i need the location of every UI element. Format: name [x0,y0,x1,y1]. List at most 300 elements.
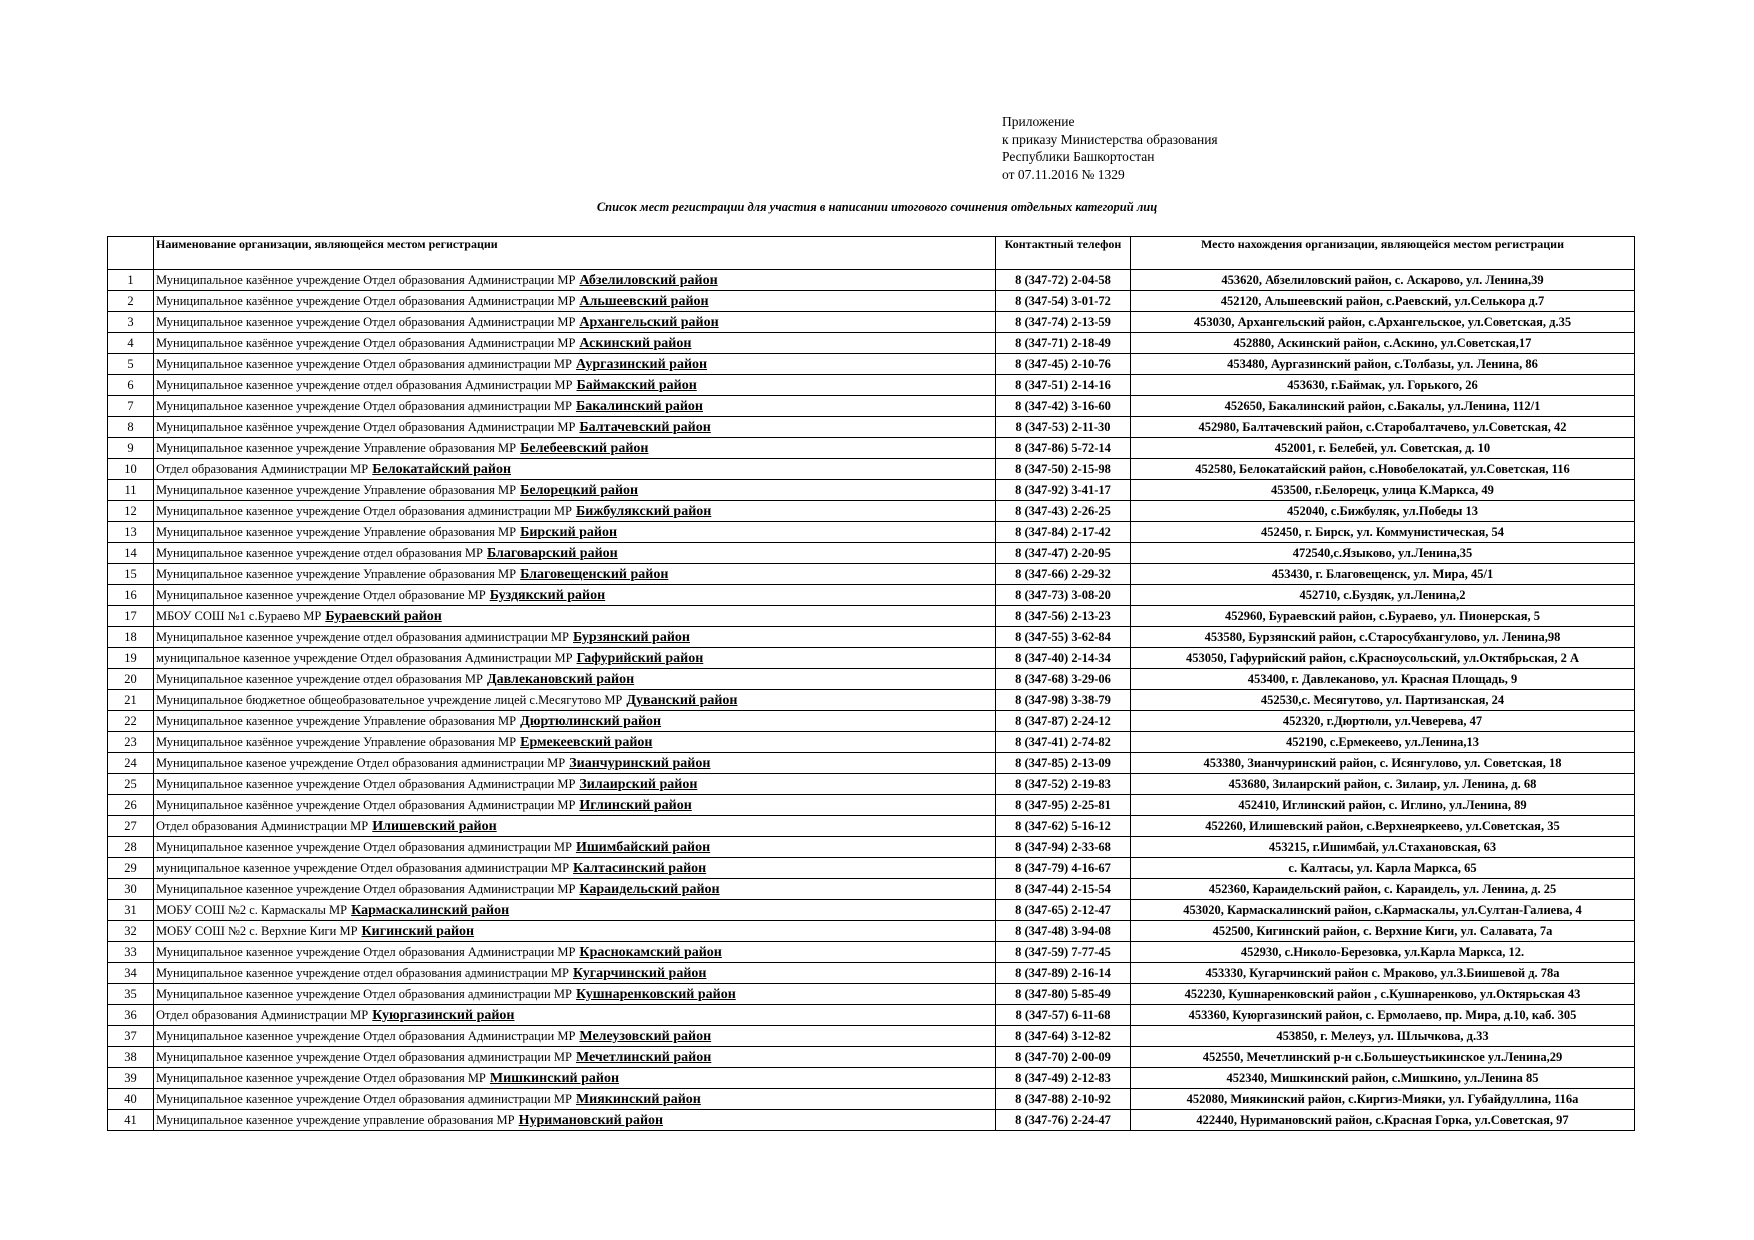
organization-name: Муниципальное казенное учреждение Отдел образования администрации МР [156,503,572,518]
table-row [108,816,1635,837]
phone-cell: 8 (347-80) 5-85-49 [996,984,1131,1005]
phone-cell: 8 (347-95) 2-25-81 [996,795,1131,816]
table-row [108,753,1635,774]
district-name: Баймакский район [576,377,697,393]
district-name: Архангельский район [579,314,719,330]
row-number: 29 [108,858,154,879]
address-cell: 452650, Бакалинский район, с.Бакалы, ул.Ленина, 112/1 [1131,396,1635,417]
table-row [108,564,1635,585]
phone-cell: 8 (347-87) 2-24-12 [996,711,1131,732]
organization-cell [154,543,996,564]
organization-cell [154,963,996,984]
row-number: 14 [108,543,154,564]
district-name: Кигинский район [361,923,475,939]
organization-name: Муниципальное казенное учреждение Отдел образования Администрации МР [156,314,576,329]
address-cell: 452930, с.Николо-Березовка, ул.Карла Маркса, 12. [1131,942,1635,963]
phone-cell: 8 (347-62) 5-16-12 [996,816,1131,837]
organization-name: Отдел образования Администрации МР [156,461,369,476]
column-header-address: Место нахождения организации, являющейся местом регистрации [1131,237,1635,270]
district-name: Калтасинский район [573,860,707,876]
organization-name: Муниципальное казенное учреждение Отдел образования администрации МР [156,986,572,1001]
address-cell: 422440, Нуримановский район, с.Красная Горка, ул.Советская, 97 [1131,1110,1635,1131]
address-cell: 452530,с. Месягутово, ул. Партизанская, 24 [1131,690,1635,711]
organization-cell [154,669,996,690]
phone-cell: 8 (347-47) 2-20-95 [996,543,1131,564]
address-cell: 453050, Гафурийский район, с.Красноусольский, ул.Октябрьская, 2 А [1131,648,1635,669]
phone-cell: 8 (347-48) 3-94-08 [996,921,1131,942]
organization-name: Муниципальное казенное учреждение Управление образования МР [156,566,517,581]
phone-cell: 8 (347-57) 6-11-68 [996,1005,1131,1026]
organization-cell [154,711,996,732]
address-cell: 452500, Кигинский район, с. Верхние Киги, ул. Салавата, 7а [1131,921,1635,942]
address-cell: 452340, Мишкинский район, с.Мишкино, ул.Ленина 85 [1131,1068,1635,1089]
organization-name: Муниципальное казеное учреждение Отдел образования администрации МР [156,755,566,770]
organization-cell [154,585,996,606]
row-number: 32 [108,921,154,942]
organization-cell [154,522,996,543]
address-cell: 452580, Белокатайский район, с.Новобелокатай, ул.Советская, 116 [1131,459,1635,480]
organization-name: Муниципальное казенное учреждение отдел образования Администрации МР [156,377,573,392]
organization-cell [154,270,996,291]
row-number: 38 [108,1047,154,1068]
organization-name: Муниципальное казенное учреждение отдел образования МР [156,545,483,560]
phone-cell: 8 (347-40) 2-14-34 [996,648,1131,669]
district-name: Давлекановский район [486,671,635,687]
phone-cell: 8 (347-85) 2-13-09 [996,753,1131,774]
organization-cell [154,1026,996,1047]
phone-cell: 8 (347-50) 2-15-98 [996,459,1131,480]
phone-cell: 8 (347-94) 2-33-68 [996,837,1131,858]
district-name: Белебеевский район [520,440,649,456]
address-cell: 453480, Аургазинский район, с.Толбазы, ул. Ленина, 86 [1131,354,1635,375]
table-row [108,690,1635,711]
district-name: Бирский район [520,524,618,540]
row-number: 40 [108,1089,154,1110]
row-number: 2 [108,291,154,312]
address-cell: 472540,с.Языково, ул.Ленина,35 [1131,543,1635,564]
organization-name: МБОУ СОШ №1 с.Бураево МР [156,608,322,623]
phone-cell: 8 (347-56) 2-13-23 [996,606,1131,627]
row-number: 13 [108,522,154,543]
row-number: 39 [108,1068,154,1089]
organization-name: МОБУ СОШ №2 с. Кармаскалы МР [156,902,348,917]
organization-cell [154,333,996,354]
table-row [108,1089,1635,1110]
table-row [108,774,1635,795]
address-cell: 452230, Кушнаренковский район , с.Кушнаренково, ул.Октярьская 43 [1131,984,1635,1005]
address-cell: 453330, Кугарчинский район с. Мраково, ул.З.Биишевой д. 78а [1131,963,1635,984]
row-number: 11 [108,480,154,501]
organization-cell [154,1089,996,1110]
phone-cell: 8 (347-42) 3-16-60 [996,396,1131,417]
district-name: Мечетлинский район [575,1049,712,1065]
organization-name: Отдел образования Администрации МР [156,818,369,833]
organization-cell [154,1068,996,1089]
organization-cell [154,396,996,417]
district-name: Илишевский район [372,818,497,834]
district-name: Благоварский район [486,545,618,561]
row-number: 34 [108,963,154,984]
district-name: Дуванский район [626,692,738,708]
address-cell: 452710, с.Буздяк, ул.Ленина,2 [1131,585,1635,606]
organization-cell [154,837,996,858]
organization-name: Муниципальное казённое учреждение Отдел образования Администрации МР [156,797,576,812]
organization-cell [154,1047,996,1068]
row-number: 30 [108,879,154,900]
organization-cell [154,291,996,312]
row-number: 12 [108,501,154,522]
organization-name: Муниципальное казенное учреждение Отдел образования администрации МР [156,1091,572,1106]
district-name: Кугарчинский район [573,965,707,981]
address-cell: 453620, Абзелиловский район, с. Аскарово, ул. Ленина,39 [1131,270,1635,291]
table-body [108,270,1635,1131]
phone-cell: 8 (347-79) 4-16-67 [996,858,1131,879]
organization-name: Муниципальное казенное учреждение Отдел образования Администрации МР [156,881,576,896]
phone-cell: 8 (347-43) 2-26-25 [996,501,1131,522]
address-cell: с. Калтасы, ул. Карла Маркса, 65 [1131,858,1635,879]
table-row [108,501,1635,522]
organization-cell [154,816,996,837]
address-cell: 452960, Бураевский район, с.Бураево, ул. Пионерская, 5 [1131,606,1635,627]
order-line: к приказу Министерства образования [1002,131,1218,147]
table-row [108,354,1635,375]
address-cell: 452260, Илишевский район, с.Верхнеяркеево, ул.Советская, 35 [1131,816,1635,837]
row-number: 8 [108,417,154,438]
row-number: 5 [108,354,154,375]
phone-cell: 8 (347-70) 2-00-09 [996,1047,1131,1068]
district-name: Буздякский район [489,587,606,603]
address-cell: 452360, Караидельский район, с. Караидель, ул. Ленина, д. 25 [1131,879,1635,900]
address-cell: 452550, Мечетлинский р-н с.Большеустьикинское ул.Ленина,29 [1131,1047,1635,1068]
organization-name: Муниципальное казенное учреждение Управление образования МР [156,440,517,455]
phone-cell: 8 (347-54) 3-01-72 [996,291,1131,312]
organization-name: Муниципальное казенное учреждение Отдел образования Администрации МР [156,944,576,959]
appendix-header [1002,113,1218,183]
district-name: Бижбулякский район [575,503,712,519]
address-cell: 453850, г. Мелеуз, ул. Шлычкова, д.33 [1131,1026,1635,1047]
district-name: Зилаирский район [579,776,698,792]
organization-name: Муниципальное казенное учреждение управление образования МР [156,1112,515,1127]
table-row [108,1068,1635,1089]
table-row [108,480,1635,501]
column-header-phone: Контактный телефон [996,237,1131,270]
row-number: 10 [108,459,154,480]
organization-name: Муниципальное бюджетное общеобразовательное учреждение лицей с.Месягутово МР [156,692,623,707]
table-row [108,1005,1635,1026]
address-cell: 453215, г.Ишимбай, ул.Стахановская, 63 [1131,837,1635,858]
table-header-row [108,237,1635,270]
organization-cell [154,921,996,942]
row-number: 31 [108,900,154,921]
address-cell: 453020, Кармаскалинский район, с.Кармаскалы, ул.Султан-Галиева, 4 [1131,900,1635,921]
address-cell: 453680, Зилаирский район, с. Зилаир, ул. Ленина, д. 68 [1131,774,1635,795]
district-name: Абзелиловский район [579,272,718,288]
column-header-number [108,237,154,270]
phone-cell: 8 (347-74) 2-13-59 [996,312,1131,333]
district-name: Белокатайский район [372,461,512,477]
phone-cell: 8 (347-71) 2-18-49 [996,333,1131,354]
phone-cell: 8 (347-68) 3-29-06 [996,669,1131,690]
address-cell: 452190, с.Ермекеево, ул.Ленина,13 [1131,732,1635,753]
row-number: 26 [108,795,154,816]
row-number: 1 [108,270,154,291]
organization-cell [154,480,996,501]
table-row [108,732,1635,753]
table-row [108,648,1635,669]
table-row [108,291,1635,312]
address-cell: 452001, г. Белебей, ул. Советская, д. 10 [1131,438,1635,459]
phone-cell: 8 (347-64) 3-12-82 [996,1026,1131,1047]
district-name: Альшеевский район [579,293,709,309]
district-name: Аскинский район [579,335,692,351]
row-number: 23 [108,732,154,753]
row-number: 3 [108,312,154,333]
address-cell: 453400, г. Давлеканово, ул. Красная Площадь, 9 [1131,669,1635,690]
district-name: Белорецкий район [520,482,639,498]
row-number: 21 [108,690,154,711]
district-name: Краснокамский район [579,944,722,960]
organization-cell [154,879,996,900]
table-row [108,837,1635,858]
table-row [108,942,1635,963]
address-cell: 453580, Бурзянский район, с.Старосубхангулово, ул. Ленина,98 [1131,627,1635,648]
row-number: 36 [108,1005,154,1026]
table-row [108,459,1635,480]
organization-name: Муниципальное казенное учреждение Отдел образования администрации МР [156,356,572,371]
phone-cell: 8 (347-98) 3-38-79 [996,690,1131,711]
organization-cell [154,942,996,963]
district-name: Мелеузовский район [579,1028,712,1044]
phone-cell: 8 (347-55) 3-62-84 [996,627,1131,648]
phone-cell: 8 (347-73) 3-08-20 [996,585,1131,606]
row-number: 25 [108,774,154,795]
table-row [108,627,1635,648]
order-date-line: от 07.11.2016 № 1329 [1002,166,1125,182]
organization-name: Муниципальное казённое учреждение Отдел образования Администрации МР [156,419,576,434]
table-row [108,858,1635,879]
organization-name: Муниципальное казённое учреждение Отдел образования Администрации МР [156,293,576,308]
district-name: Кармаскалинский район [351,902,510,918]
district-name: Мишкинский район [489,1070,620,1086]
table-row [108,1047,1635,1068]
phone-cell: 8 (347-84) 2-17-42 [996,522,1131,543]
district-name: Иглинский район [579,797,692,813]
phone-cell: 8 (347-45) 2-10-76 [996,354,1131,375]
organization-cell [154,459,996,480]
address-cell: 453630, г.Баймак, ул. Горького, 26 [1131,375,1635,396]
district-name: Бурзянский район [573,629,690,645]
district-name: Нуримановский район [518,1112,664,1128]
row-number: 37 [108,1026,154,1047]
row-number: 41 [108,1110,154,1131]
table-row [108,963,1635,984]
table-row [108,522,1635,543]
organization-name: Муниципальное казенное учреждение Управление образования МР [156,524,517,539]
organization-name: Муниципальное казенное учреждение отдел образования МР [156,671,483,686]
row-number: 4 [108,333,154,354]
organization-cell [154,732,996,753]
organization-cell [154,984,996,1005]
phone-cell: 8 (347-76) 2-24-47 [996,1110,1131,1131]
row-number: 24 [108,753,154,774]
district-name: Балтачевский район [579,419,711,435]
district-name: Зианчуринский район [569,755,711,771]
table-row [108,1110,1635,1131]
table-row [108,1026,1635,1047]
organization-name: Муниципальное казенное учреждение Отдел образования Администрации МР [156,1028,576,1043]
organization-cell [154,354,996,375]
phone-cell: 8 (347-49) 2-12-83 [996,1068,1131,1089]
address-cell: 453360, Куюргазинский район, с. Ермолаево, пр. Мира, д.10, каб. 305 [1131,1005,1635,1026]
organization-name: Муниципальное казенное учреждение отдел образования администрации МР [156,965,569,980]
table-row [108,543,1635,564]
document-title: Список мест регистрации для участия в написании итогового сочинения отдельных категорий лиц [596,200,1158,214]
phone-cell: 8 (347-65) 2-12-47 [996,900,1131,921]
address-cell: 453430, г. Благовещенск, ул. Мира, 45/1 [1131,564,1635,585]
table-row [108,417,1635,438]
phone-cell: 8 (347-86) 5-72-14 [996,438,1131,459]
organization-cell [154,774,996,795]
address-cell: 453500, г.Белорецк, улица К.Маркса, 49 [1131,480,1635,501]
table-row [108,438,1635,459]
phone-cell: 8 (347-53) 2-11-30 [996,417,1131,438]
organization-name: Муниципальное казенное учреждение Отдел образования администрации МР [156,398,572,413]
organization-cell [154,858,996,879]
registration-table [107,236,1635,1131]
district-name: Ишимбайский район [575,839,711,855]
organization-cell [154,438,996,459]
organization-cell [154,375,996,396]
row-number: 9 [108,438,154,459]
row-number: 7 [108,396,154,417]
organization-name: Муниципальное казенное учреждение Управление образования МР [156,713,517,728]
organization-name: Муниципальное казенное учреждение отдел образования администрации МР [156,629,569,644]
table-row [108,375,1635,396]
organization-name: Муниципальное казённое учреждение Управление образования МР [156,734,517,749]
district-name: Куюргазинский район [372,1007,515,1023]
district-name: Гафурийский район [576,650,704,666]
row-number: 28 [108,837,154,858]
phone-cell: 8 (347-72) 2-04-58 [996,270,1131,291]
organization-cell [154,564,996,585]
address-cell: 452120, Альшеевский район, с.Раевский, ул.Селькора д.7 [1131,291,1635,312]
phone-cell: 8 (347-51) 2-14-16 [996,375,1131,396]
row-number: 19 [108,648,154,669]
organization-name: муниципальное казенное учреждение Отдел образования Администрации МР [156,650,573,665]
organization-name: Муниципальное казенное учреждение Отдел образования МР [156,1070,486,1085]
phone-cell: 8 (347-41) 2-74-82 [996,732,1131,753]
row-number: 18 [108,627,154,648]
republic-line: Республики Башкортостан [1002,149,1155,164]
organization-name: МОБУ СОШ №2 с. Верхние Киги МР [156,923,358,938]
address-cell: 452080, Миякинский район, с.Киргиз-Мияки, ул. Губайдуллина, 116а [1131,1089,1635,1110]
address-cell: 453380, Зианчуринский район, с. Исянгулово, ул. Советская, 18 [1131,753,1635,774]
organization-name: Отдел образования Администрации МР [156,1007,369,1022]
organization-name: муниципальное казенное учреждение Отдел образования администрации МР [156,860,570,875]
organization-cell [154,900,996,921]
phone-cell: 8 (347-89) 2-16-14 [996,963,1131,984]
address-cell: 452980, Балтачевский район, с.Старобалтачево, ул.Советская, 42 [1131,417,1635,438]
organization-cell [154,648,996,669]
district-name: Караидельский район [579,881,720,897]
table-row [108,270,1635,291]
table-row [108,984,1635,1005]
table-row [108,669,1635,690]
district-name: Ермекеевский район [520,734,653,750]
table-row [108,900,1635,921]
row-number: 16 [108,585,154,606]
organization-name: Муниципальное казенное учреждение Отдел образование МР [156,587,486,602]
table-row [108,333,1635,354]
district-name: Аургазинский район [575,356,708,372]
table-row [108,312,1635,333]
row-number: 22 [108,711,154,732]
address-cell: 452040, с.Бижбуляк, ул.Победы 13 [1131,501,1635,522]
organization-cell [154,417,996,438]
row-number: 35 [108,984,154,1005]
organization-cell [154,753,996,774]
organization-cell [154,312,996,333]
address-cell: 452410, Иглинский район, с. Иглино, ул.Ленина, 89 [1131,795,1635,816]
organization-cell [154,1110,996,1131]
phone-cell: 8 (347-59) 7-77-45 [996,942,1131,963]
organization-cell [154,690,996,711]
table-row [108,396,1635,417]
table-row [108,585,1635,606]
address-cell: 452450, г. Бирск, ул. Коммунистическая, 54 [1131,522,1635,543]
table-row [108,606,1635,627]
table-row [108,921,1635,942]
address-cell: 453030, Архангельский район, с.Архангельское, ул.Советская, д.35 [1131,312,1635,333]
organization-cell [154,1005,996,1026]
organization-cell [154,606,996,627]
organization-name: Муниципальное казенное учреждение Отдел образования администрации МР [156,839,572,854]
table-row [108,795,1635,816]
organization-name: Муниципальное казённое учреждение Отдел образования Администрации МР [156,272,576,287]
phone-cell: 8 (347-44) 2-15-54 [996,879,1131,900]
row-number: 27 [108,816,154,837]
district-name: Бакалинский район [575,398,703,414]
organization-name: Муниципальное казенное учреждение Управление образования МР [156,482,517,497]
organization-name: Муниципальное казенное учреждение Отдел образования администрации МР [156,1049,572,1064]
row-number: 20 [108,669,154,690]
row-number: 33 [108,942,154,963]
phone-cell: 8 (347-92) 3-41-17 [996,480,1131,501]
address-cell: 452880, Аскинский район, с.Аскино, ул.Советская,17 [1131,333,1635,354]
phone-cell: 8 (347-52) 2-19-83 [996,774,1131,795]
column-header-organization: Наименование организации, являющейся местом регистрации [154,237,996,270]
district-name: Дюртюлинский район [520,713,662,729]
organization-cell [154,795,996,816]
organization-cell [154,501,996,522]
district-name: Миякинский район [575,1091,701,1107]
phone-cell: 8 (347-88) 2-10-92 [996,1089,1131,1110]
district-name: Кушнаренковский район [575,986,736,1002]
table-row [108,711,1635,732]
organization-cell [154,627,996,648]
table-row [108,879,1635,900]
row-number: 15 [108,564,154,585]
row-number: 17 [108,606,154,627]
row-number: 6 [108,375,154,396]
organization-name: Муниципальное казённое учреждение Отдел образования Администрации МР [156,335,576,350]
organization-name: Муниципальное казенное учреждение Отдел образования Администрации МР [156,776,576,791]
address-cell: 452320, г.Дюртюли, ул.Чеверева, 47 [1131,711,1635,732]
district-name: Бураевский район [325,608,442,624]
appendix-line: Приложение [1002,114,1075,129]
district-name: Благовещенский район [520,566,669,582]
phone-cell: 8 (347-66) 2-29-32 [996,564,1131,585]
